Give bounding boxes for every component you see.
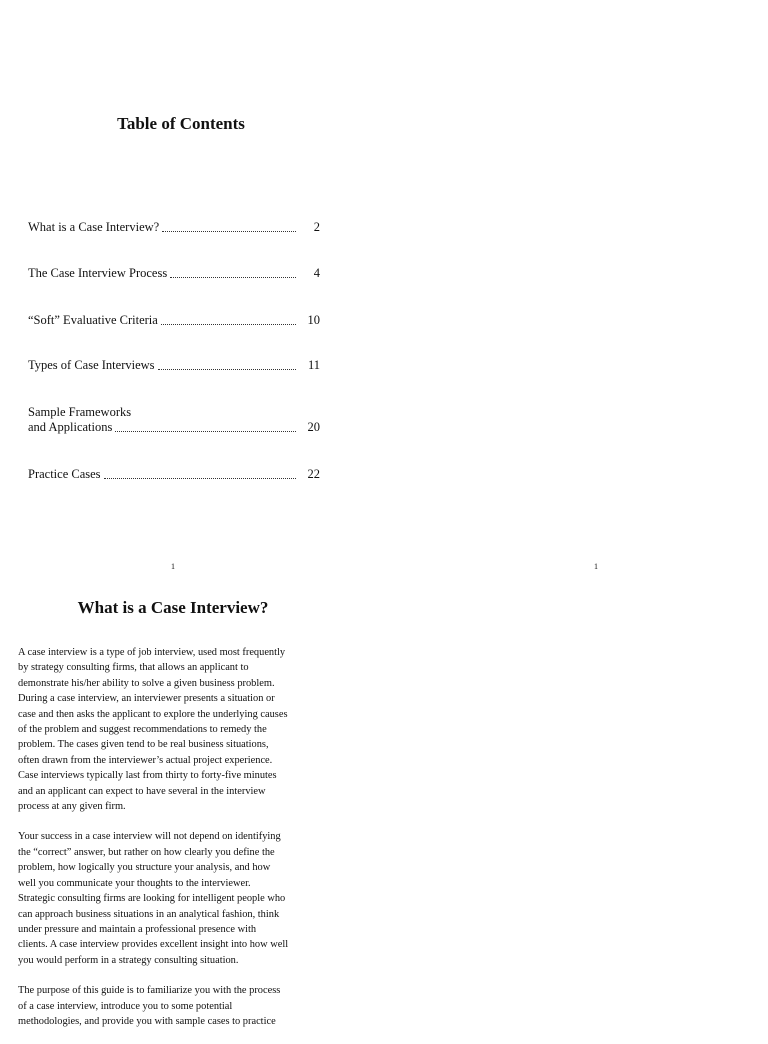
section-title: What is a Case Interview?: [77, 598, 269, 617]
toc-entry-case-interview-process[interactable]: [28, 266, 320, 281]
page-number-right: 1: [594, 562, 598, 571]
toc-entry-label: What is a Case Interview?: [28, 220, 160, 234]
toc-entry-label: “Soft” Evaluative Criteria: [28, 313, 158, 327]
toc-entry-page: 22: [307, 467, 320, 481]
toc-entry-practice-cases[interactable]: [28, 467, 320, 482]
toc-entry-label: Practice Cases: [28, 467, 101, 481]
section-body: [18, 645, 330, 1044]
toc-entry-types-of-case-interviews[interactable]: [28, 358, 320, 373]
toc-entry-page: 4: [313, 266, 320, 280]
toc-title: Table of Contents: [117, 114, 245, 133]
toc-entry-page: 20: [307, 420, 320, 434]
toc-entry-page: 11: [307, 358, 320, 372]
toc-entry-label: The Case Interview Process: [28, 266, 168, 280]
page-number-left: 1: [171, 562, 175, 571]
toc-leader-dots: [162, 231, 296, 232]
toc-leader-dots: [161, 324, 296, 325]
toc-entry-label-line1: Sample Frameworks: [28, 405, 132, 419]
toc-leader-dots: [115, 431, 296, 432]
toc-entry-what-is-case-interview[interactable]: [28, 220, 320, 235]
body-paragraph-3: The purpose of this guide is to familiarize you with the process of a case interview, introduce you to some potential methodologies, and provide you with sample cases to practice: [18, 985, 281, 1027]
toc-entry-page: 2: [313, 220, 320, 234]
toc-leader-dots: [104, 478, 296, 479]
body-paragraph-1: A case interview is a type of job interview, used most frequently by strategy consulting firms, that allows an applicant to demonstrate his/her ability to solve a given business problem. During a case interview, an interviewer presents a situation or case and then asks the applicant to explore the underlying causes of the problem and suggest recommendations to remedy the problem. The cases given tend to be real business situations, often drawn from the interviewer’s actual project experience. Case interviews typically last from thirty to forty-five minutes and an applicant can expect to have several in the interview process at any given firm.: [18, 647, 288, 813]
toc-entry-soft-evaluative-criteria[interactable]: [28, 313, 320, 328]
toc-entry-page: 10: [307, 313, 320, 327]
toc-entry-sample-frameworks[interactable]: [28, 405, 320, 435]
toc-leader-dots: [158, 369, 296, 370]
body-paragraph-2: Your success in a case interview will not depend on identifying the “correct” answer, but rather on how clearly you define the problem, how logically you structure your analysis, and how well you communicate your thoughts to the interviewer. Strategic consulting firms are looking for intelligent people who can approach business situations in an analytical fashion, think under pressure and maintain a professional presence with clients. A case interview provides excellent insight into how well you would perform in a strategy consulting situation.: [18, 831, 289, 966]
toc-entry-label: Types of Case Interviews: [28, 358, 155, 372]
toc-entry-label-line2: and Applications: [28, 420, 113, 434]
toc-leader-dots: [170, 277, 296, 278]
